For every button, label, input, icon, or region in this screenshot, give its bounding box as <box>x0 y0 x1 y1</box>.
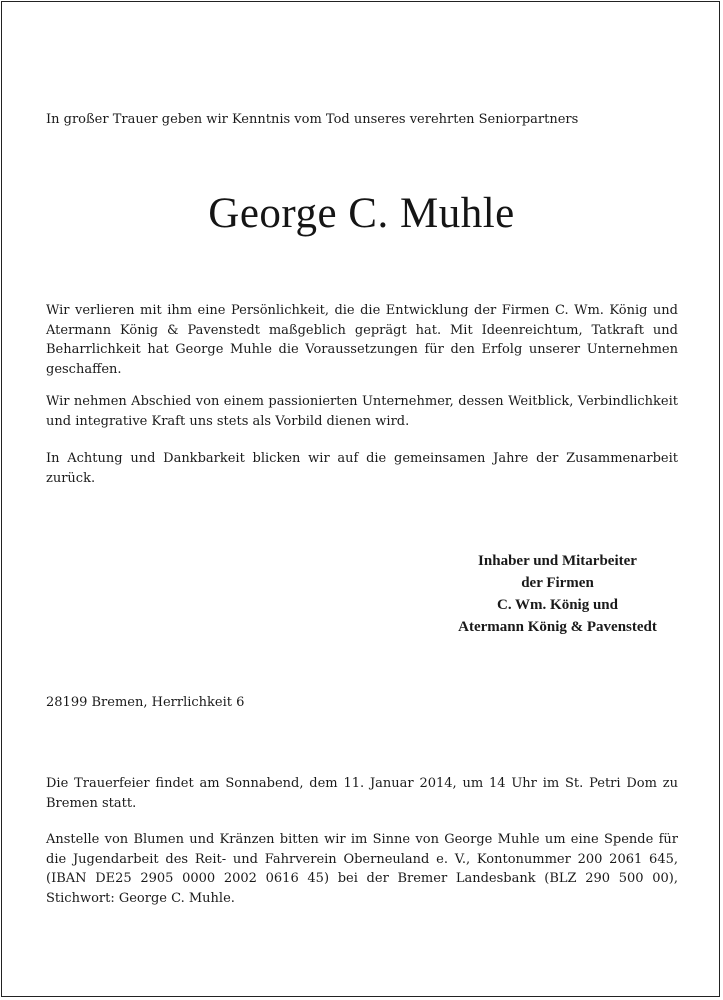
tribute-paragraph-2: Wir nehmen Abschied von einem passionierten Unternehmer, dessen Weitblick, Verbindlichkeit und integrative Kraft uns stets als Vorbild dienen wird. <box>46 394 678 429</box>
tribute-paragraph-1: Wir verlieren mit ihm eine Persönlichkeit, die die Entwicklung der Firmen C. Wm. König und Atermann König & Pavenstedt maßgeblich geprägt hat. Mit Ideenreichtum, Tatkraft und Beharrlichkeit hat George Muhle die Voraussetzungen für den Erfolg unserer Unternehmen geschaffen. <box>46 303 678 377</box>
signature-line: Inhaber und Mitarbeiter <box>478 553 637 569</box>
signature-line: der Firmen <box>521 575 594 591</box>
deceased-name: George C. Muhle <box>208 190 515 237</box>
intro-line: In großer Trauer geben wir Kenntnis vom Tod unseres verehrten Seniorpartners <box>46 112 579 127</box>
funeral-info: Die Trauerfeier findet am Sonnabend, dem 11. Januar 2014, um 14 Uhr im St. Petri Dom zu Bremen statt. <box>46 776 678 811</box>
signature-line: C. Wm. König und <box>496 597 618 613</box>
address-line: 28199 Bremen, Herrlichkeit 6 <box>46 695 245 710</box>
signature-line: Atermann König & Pavenstedt <box>458 619 657 635</box>
signature-block <box>400 550 715 638</box>
tribute-paragraph-3: In Achtung und Dankbarkeit blicken wir auf die gemeinsamen Jahre der Zusammenarbeit zurück. <box>46 451 678 486</box>
donation-request: Anstelle von Blumen und Kränzen bitten wir im Sinne von George Muhle um eine Spende für die Jugendarbeit des Reit- und Fahrverein Oberneuland e. V., Kontonummer 200 2061 645, (IBAN DE25 2905 0000 2002 0616 45) bei der Bremer Landesbank (BLZ 290 500 00), Stichwort: George C. Muhle. <box>46 832 678 906</box>
